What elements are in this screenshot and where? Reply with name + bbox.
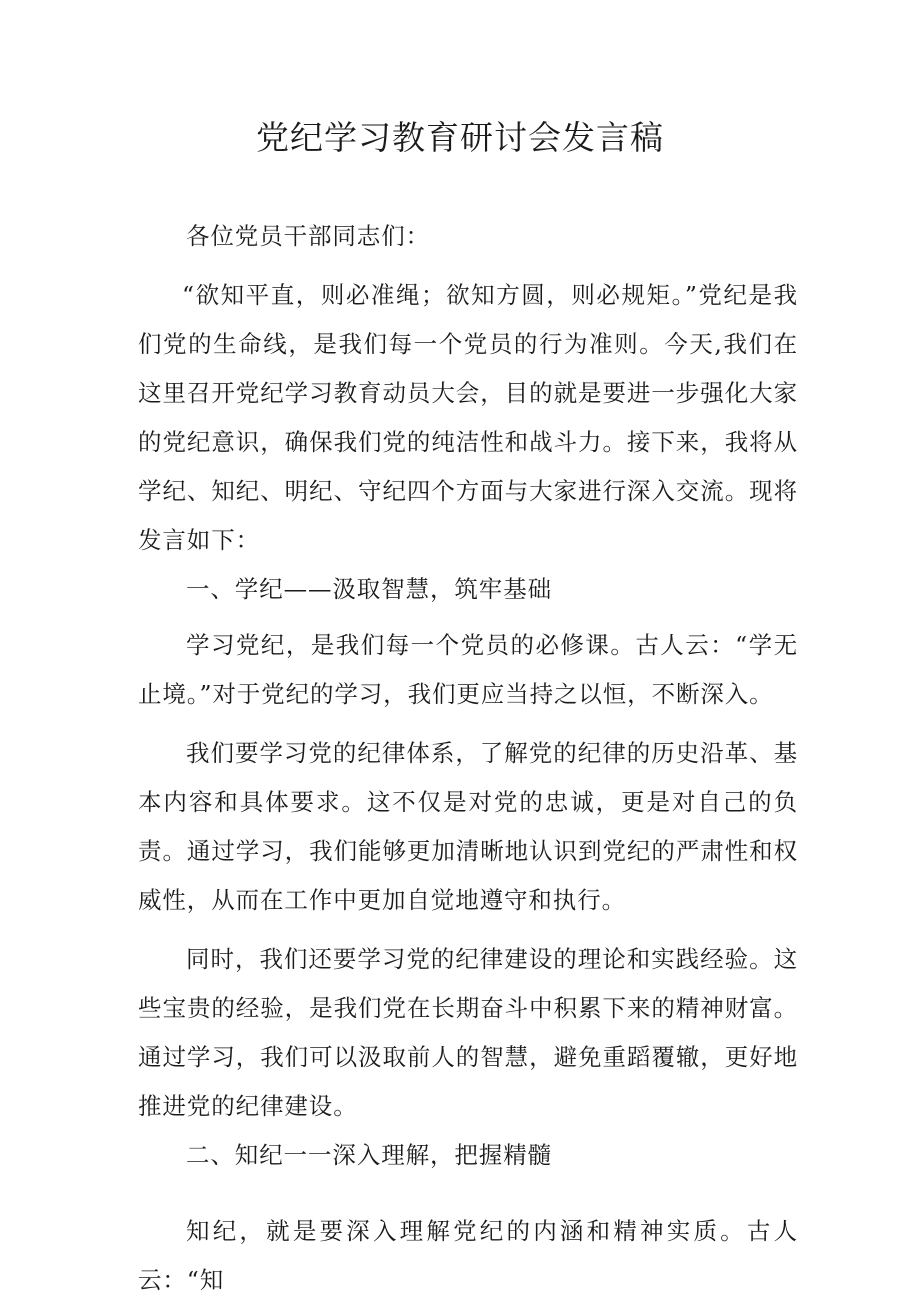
section-1-paragraph-1: 学习党纪，是我们每一个党员的必修课。古人云：“学无止境。”对于党纪的学习，我们更应当持之以恒，不断深入。 — [138, 631, 798, 708]
section-2-paragraph-1: 知纪，就是要深入理解党纪的内涵和精神实质。古人云：“知 — [138, 1217, 798, 1294]
document-body — [138, 212, 798, 1305]
document-title: 党纪学习教育研讨会发言稿 — [256, 118, 664, 157]
section-heading-1: 一、学纪——汲取智慧，筑牢基础 — [186, 575, 552, 603]
paragraph-intro: “欲知平直，则必准绳；欲知方圆，则必规矩。”党纪是我们党的生命线，是我们每一个党员的行为准则。今天,我们在这里召开党纪学习教育动员大会，目的就是要进一步强化大家的党纪意识，确保我们党的纯洁性和战斗力。接下来，我将从学纪、知纪、明纪、守纪四个方面与大家进行深入交流。现将发言如下： — [138, 281, 798, 554]
salutation: 各位党员干部同志们： — [186, 222, 430, 250]
section-heading-2: 二、知纪一一深入理解，把握精髓 — [186, 1141, 552, 1169]
section-1-paragraph-2: 我们要学习党的纪律体系，了解党的纪律的历史沿革、基本内容和具体要求。这不仅是对党的忠诚，更是对自己的负责。通过学习，我们能够更加清晰地认识到党纪的严肃性和权威性，从而在工作中更加自觉地遵守和执行。 — [138, 739, 798, 914]
section-1-paragraph-3: 同时，我们还要学习党的纪律建设的理论和实践经验。这些宝贵的经验，是我们党在长期奋斗中积累下来的精神财富。通过学习，我们可以汲取前人的智慧，避免重蹈覆辙，更好地推进党的纪律建设。 — [138, 945, 798, 1120]
